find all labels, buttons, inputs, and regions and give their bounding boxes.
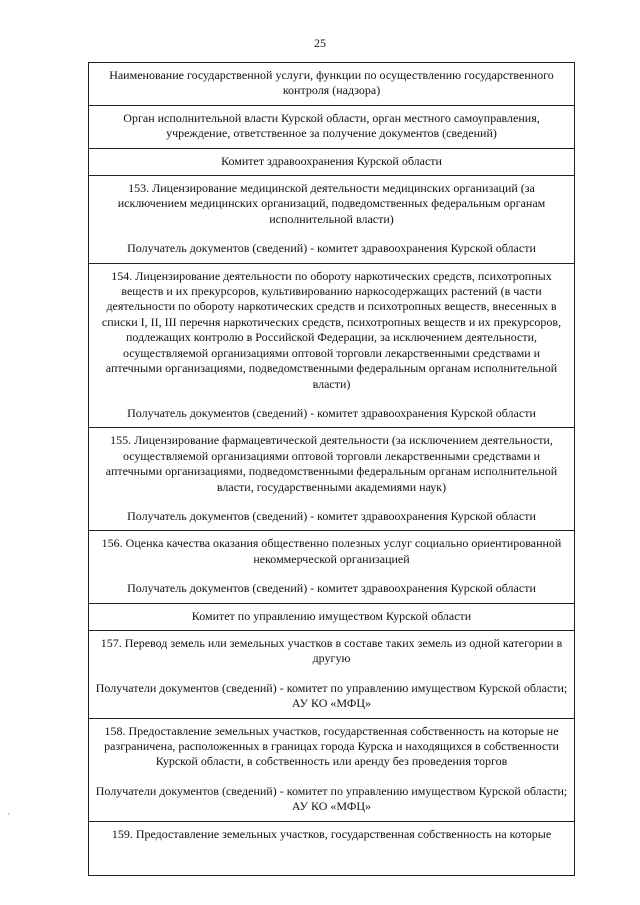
item-159 bbox=[89, 822, 574, 848]
item-158-recipient: Получатели документов (сведений) - комитет по управлению имуществом Курской области; АУ КО «МФЦ» bbox=[95, 783, 568, 814]
section-health-committee-text: Комитет здравоохранения Курской области bbox=[221, 153, 442, 168]
header-service-name-text: Наименование государственной услуги, функции по осуществлению государственного контроля (надзора) bbox=[109, 68, 554, 98]
item-155 bbox=[89, 428, 574, 531]
section-property-committee bbox=[89, 604, 574, 631]
item-158-title: 158. Предоставление земельных участков, государственная собственность на которые не разграничена, расположенных в границах города Курска и находящихся в собственности Курской области, в собственность или аренду без проведения торгов bbox=[104, 723, 559, 769]
header-authority-text: Орган исполнительной власти Курской области, орган местного самоуправления, учреждение, ответственное за получение документов (сведений) bbox=[123, 110, 540, 141]
item-153-recipient: Получатель документов (сведений) - комитет здравоохранения Курской области bbox=[127, 241, 536, 256]
item-153-title: 153. Лицензирование медицинской деятельности медицинских организаций (за исключением медицинских организаций, подведомственных федеральным органам исполнительной власти) bbox=[117, 181, 546, 226]
item-155-title: 155. Лицензирование фармацевтической деятельности (за исключением деятельности, осуществляемой организациями оптовой торговли лекарственными средствами и аптечными организациями, подведомственными федеральным органам исполнительной власти, государственными академиями наук) bbox=[105, 433, 558, 494]
item-154 bbox=[89, 264, 574, 429]
item-155-recipient: Получатель документов (сведений) - комитет здравоохранения Курской области bbox=[127, 508, 536, 523]
item-158 bbox=[89, 719, 574, 822]
item-159-title: 159. Предоставление земельных участков, государственная собственность на которые bbox=[111, 826, 552, 841]
item-157-recipient: Получатели документов (сведений) - комитет по управлению имуществом Курской области; АУ КО «МФЦ» bbox=[95, 680, 568, 711]
item-154-recipient: Получатель документов (сведений) - комитет здравоохранения Курской области bbox=[127, 405, 536, 420]
item-153 bbox=[89, 176, 574, 264]
header-authority bbox=[89, 106, 574, 149]
services-table bbox=[88, 62, 575, 876]
header-service-name bbox=[89, 63, 574, 106]
item-154-title: 154. Лицензирование деятельности по обороту наркотических средств, психотропных веществ и их прекурсоров, культивированию наркосодержащих растений (в части деятельности по обороту наркотических средств и психотропных веществ, внесенных в списки I, II, III перечня наркотических средств, психотропных веществ и их прекурсоров, подлежащих контролю в Российской Федерации, за исключением деятельности, осуществляемой организациями оптовой торговли лекарственными средствами и аптечными организациями, подведомственными федеральным органам исполнительной власти) bbox=[101, 268, 562, 391]
section-property-committee-text: Комитет по управлению имуществом Курской области bbox=[191, 608, 472, 623]
item-156-recipient: Получатель документов (сведений) - комитет здравоохранения Курской области bbox=[127, 581, 536, 596]
item-156-title: 156. Оценка качества оказания общественно полезных услуг социально ориентированной некоммерческой организацией bbox=[101, 536, 562, 566]
item-156 bbox=[89, 531, 574, 603]
page-number: 25 bbox=[314, 36, 326, 50]
section-health-committee bbox=[89, 149, 574, 176]
margin-mark: ' bbox=[8, 812, 10, 823]
item-157 bbox=[89, 631, 574, 719]
item-157-title: 157. Перевод земель или земельных участков в составе таких земель из одной категории в другую bbox=[100, 635, 563, 666]
